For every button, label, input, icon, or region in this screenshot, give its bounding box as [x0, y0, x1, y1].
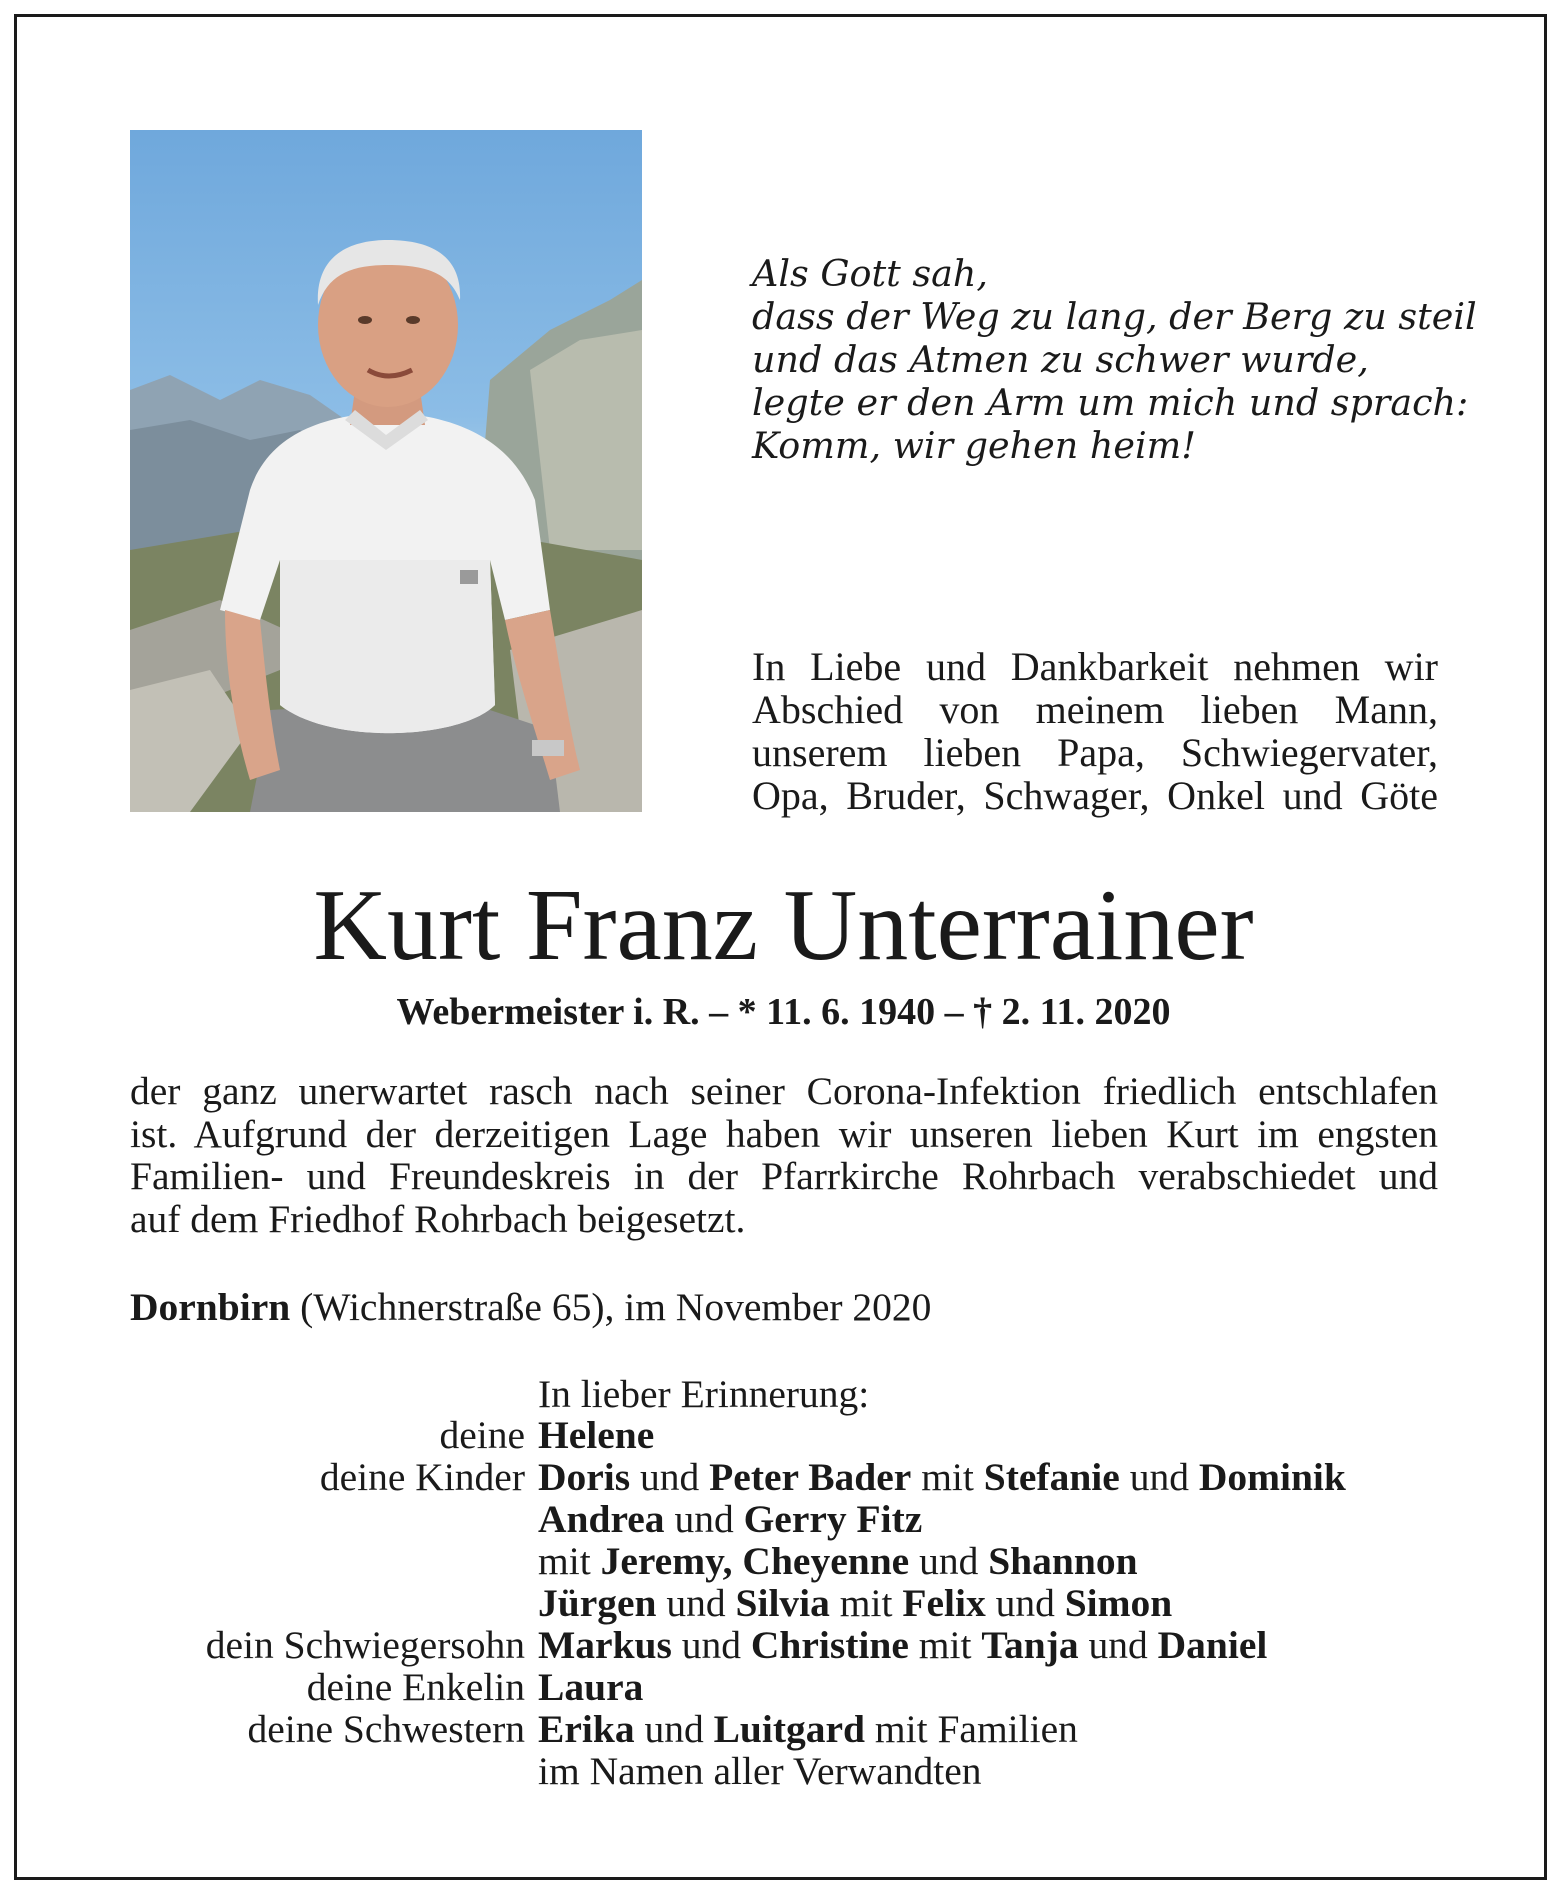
body-line: Familien- und Freundeskreis in der Pfarrkirche Rohrbach verabschiedet und: [130, 1154, 1438, 1198]
intro-line: Abschied von meinem lieben Mann,: [752, 687, 1438, 732]
family-names: Markus und Christine mit Tanja und Daniel: [538, 1623, 1268, 1667]
family-row: [0, 1498, 1567, 1540]
portrait-photo: [130, 130, 642, 812]
family-row: [0, 1666, 1567, 1708]
family-label: deine Schwestern: [247, 1707, 525, 1751]
body-line: ist. Aufgrund der derzeitigen Lage haben wir unseren lieben Kurt im engsten: [130, 1111, 1438, 1156]
family-names: Erika und Luitgard mit Familien: [538, 1707, 1078, 1751]
intro-line: In Liebe und Dankbarkeit nehmen wir: [752, 644, 1438, 689]
family-names: im Namen aller Verwandten: [538, 1749, 982, 1793]
family-names: Jürgen und Silvia mit Felix und Simon: [538, 1581, 1173, 1625]
family-row: [0, 1414, 1567, 1456]
body-line: auf dem Friedhof Rohrbach beigesetzt.: [130, 1196, 746, 1241]
family-names: Helene: [538, 1413, 655, 1457]
deceased-name: Kurt Franz Unterrainer: [313, 869, 1254, 982]
poem-line: Komm, wir gehen heim!: [752, 424, 1196, 467]
family-names: mit Jeremy, Cheyenne und Shannon: [538, 1539, 1138, 1583]
family-row: [0, 1750, 1567, 1792]
poem-line: dass der Weg zu lang, der Berg zu steil: [752, 295, 1477, 338]
family-row: [0, 1708, 1567, 1750]
family-label: deine Kinder: [319, 1455, 525, 1499]
intro-text: [752, 645, 1438, 817]
intro-line: unserem lieben Papa, Schwiegervater,: [752, 730, 1438, 775]
family-names: Doris und Peter Bader mit Stefanie und Dominik: [538, 1455, 1346, 1499]
family-names: Andrea und Gerry Fitz: [538, 1497, 923, 1541]
family-names: Laura: [538, 1665, 644, 1709]
poem-line: Als Gott sah,: [752, 252, 989, 295]
family-row: [0, 1540, 1567, 1582]
family-label: deine: [439, 1413, 525, 1457]
family-row: [0, 1582, 1567, 1624]
poem-line: legte er den Arm um mich und sprach:: [752, 381, 1469, 424]
portrait-illustration: [130, 130, 642, 812]
body-text: [130, 1070, 1438, 1240]
family-label: deine Enkelin: [306, 1665, 525, 1709]
intro-line: Opa, Bruder, Schwager, Onkel und Göte: [752, 773, 1438, 818]
remember-heading: In lieber Erinnerung:: [538, 1372, 870, 1416]
place-city: Dornbirn: [130, 1285, 291, 1329]
place-rest: (Wichnerstraße 65), im November 2020: [290, 1285, 932, 1329]
place-date: [130, 1285, 931, 1329]
profession-dates: Webermeister i. R. – * 11. 6. 1940 – † 2. 11. 2020: [396, 991, 1171, 1033]
poem-line: und das Atmen zu schwer wurde,: [752, 338, 1369, 381]
family-row: [0, 1624, 1567, 1666]
body-line: der ganz unerwartet rasch nach seiner Corona-Infektion friedlich entschlafen: [130, 1069, 1438, 1113]
family-label: dein Schwiegersohn: [205, 1623, 525, 1667]
poem: [752, 252, 1477, 467]
family-row: [0, 1456, 1567, 1498]
